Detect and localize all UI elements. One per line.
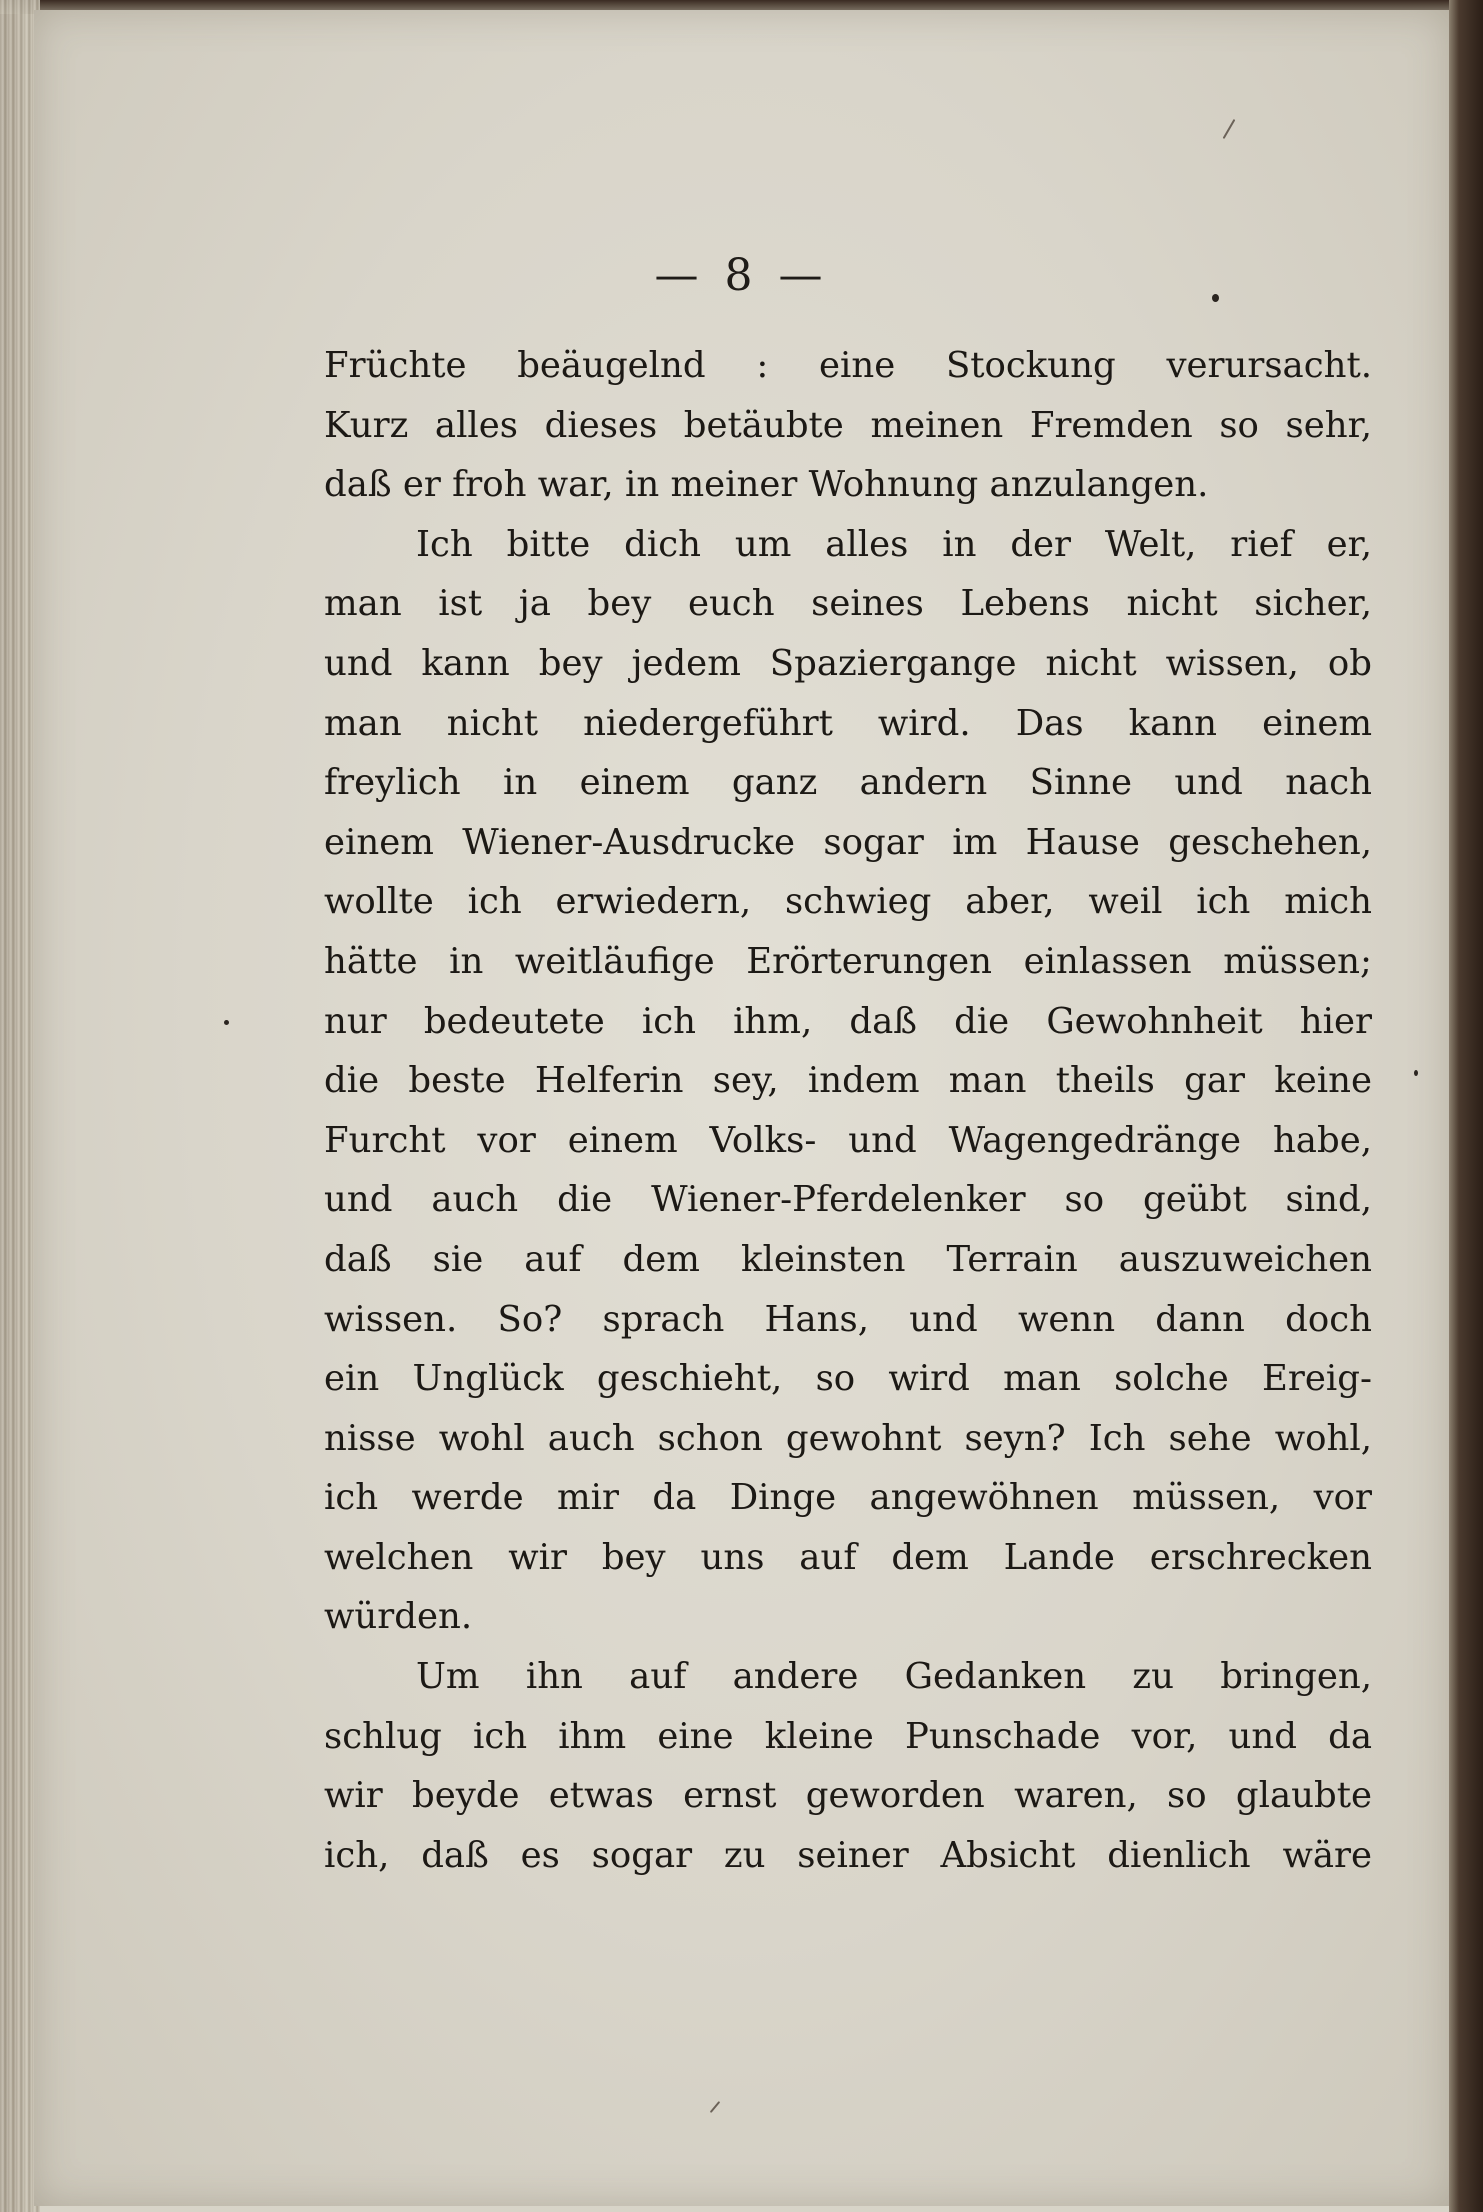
text-line: Kurz alles dieses betäubte meinen Fremden so sehr, — [324, 404, 1372, 446]
text-line: Furcht vor einem Volks- und Wagengedränge habe, — [324, 1119, 1372, 1161]
text-line: man ist ja bey euch seines Lebens nicht sicher, — [324, 583, 1372, 625]
text-line: welchen wir bey uns auf dem Lande erschrecken — [324, 1536, 1372, 1578]
text-line: nisse wohl auch schon gewohnt seyn? Ich sehe wohl, — [324, 1417, 1372, 1459]
text-line: würden. — [324, 1596, 473, 1638]
text-line: ich, daß es sogar zu seiner Absicht dienlich wäre — [324, 1834, 1372, 1876]
text-line: einem Wiener-Ausdrucke sogar im Hause geschehen, — [324, 821, 1372, 863]
text-line: Um ihn auf andere Gedanken zu bringen, — [416, 1656, 1372, 1698]
text-line: und auch die Wiener-Pferdelenker so geübt sind, — [324, 1179, 1372, 1221]
text-line: wir beyde etwas ernst geworden waren, so glaubte — [324, 1775, 1372, 1817]
text-line: ich werde mir da Dinge angewöhnen müssen, vor — [324, 1477, 1372, 1519]
text-line: und kann bey jedem Spaziergange nicht wissen, ob — [324, 642, 1372, 684]
text-line: Ich bitte dich um alles in der Welt, rief er, — [416, 523, 1372, 565]
text-line: ein Unglück geschieht, so wird man solche Ereig- — [324, 1358, 1372, 1400]
text-line: man nicht niedergeführt wird. Das kann einem — [324, 702, 1372, 744]
ink-speck — [1212, 294, 1219, 302]
ink-speck — [1414, 1070, 1418, 1076]
ink-speck — [224, 1020, 229, 1025]
ink-speck — [710, 2101, 721, 2113]
book-binding-edge — [1449, 0, 1483, 2212]
text-line: daß er froh war, in meiner Wohnung anzulangen. — [324, 464, 1209, 506]
text-line: schlug ich ihm eine kleine Punschade vor, und da — [324, 1715, 1372, 1757]
page-sheet — [34, 10, 1449, 2206]
text-line: daß sie auf dem kleinsten Terrain auszuweichen — [324, 1238, 1372, 1280]
text-line: wollte ich erwiedern, schwieg aber, weil ich mich — [324, 881, 1372, 923]
page-number: — 8 — — [654, 250, 829, 301]
text-line: Früchte beäugelnd : eine Stockung verursacht. — [324, 345, 1372, 386]
text-line: freylich in einem ganz andern Sinne und nach — [324, 762, 1372, 804]
text-line: hätte in weitläufige Erörterungen einlassen müssen; — [324, 940, 1372, 982]
text-line: nur bedeutete ich ihm, daß die Gewohnheit hier — [324, 1000, 1372, 1042]
text-line: wissen. So? sprach Hans, und wenn dann doch — [324, 1298, 1372, 1340]
ink-speck — [1223, 119, 1236, 139]
body-text — [324, 336, 1372, 1885]
text-line: die beste Helferin sey, indem man theils gar keine — [324, 1060, 1372, 1102]
